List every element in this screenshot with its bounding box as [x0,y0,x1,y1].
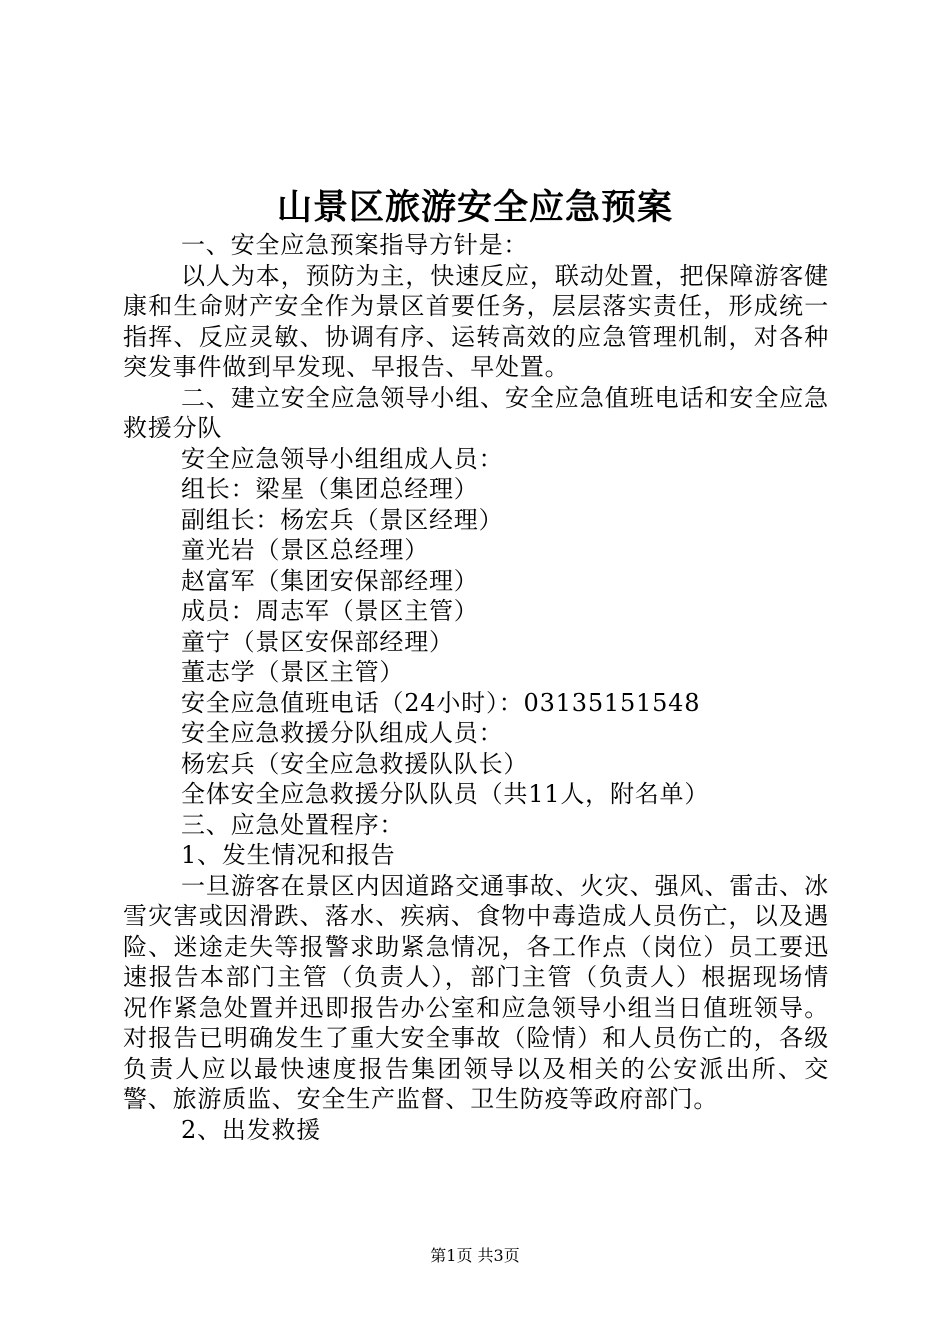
paragraph: 安全应急救援分队组成人员： [181,719,504,747]
paragraph: 杨宏兵（安全应急救援队队长） [181,749,529,778]
paragraph: 三、应急处置程序： [181,810,405,839]
paragraph: 安全应急领导小组组成人员： [181,444,504,473]
paragraph: 童光岩（景区总经理） [181,536,429,564]
paragraph: 组长：梁星（集团总经理） [181,475,479,503]
page-footer: 第1页 共3页 [430,1246,520,1265]
paragraph: 一、安全应急预案指导方针是： [181,231,529,259]
paragraph: 董志学（景区主管） [181,658,405,686]
paragraph: 童宁（景区安保部经理） [181,627,454,656]
document-body [123,230,829,1145]
document-title: 山景区旅游安全应急预案 [276,187,673,228]
paragraph: 赵富军（集团安保部经理） [181,566,479,595]
paragraph: 1、发生情况和报告 [181,841,396,869]
paragraph: 副组长：杨宏兵（景区经理） [181,505,504,534]
paragraph: 2、出发救援 [181,1115,322,1144]
paragraph: 成员：周志军（景区主管） [181,597,479,625]
paragraph: 安全应急值班电话（24小时）：03135151548 [181,688,701,717]
paragraph: 二、建立安全应急领导小组、安全应急值班电话和安全应急救援分队 [123,383,829,442]
paragraph: 全体安全应急救援分队队员（共11人，附名单） [181,780,710,808]
paragraph: 一旦游客在景区内因道路交通事故、火灾、强风、雷击、冰雪灾害或因滑跌、落水、疾病、食物中毒造成人员伤亡，以及遇险、迷途走失等报警求助紧急情况，各工作点（岗位）员工要迅速报告本部门主管（负责人），部门主管（负责人）根据现场情况作紧急处置并迅即报告办公室和应急领导小组当日值班领导。对报告已明确发生了重大安全事故（险情）和人员伤亡的，各级负责人应以最快速度报告集团领导以及相关的公安派出所、交警、旅游质监、安全生产监督、卫生防疫等政府部门。 [123,871,829,1113]
paragraph: 以人为本，预防为主，快速反应，联动处置，把保障游客健康和生命财产安全作为景区首要任务，层层落实责任，形成统一指挥、反应灵敏、协调有序、运转高效的应急管理机制，对各种突发事件做到早发现、早报告、早处置。 [123,261,829,381]
